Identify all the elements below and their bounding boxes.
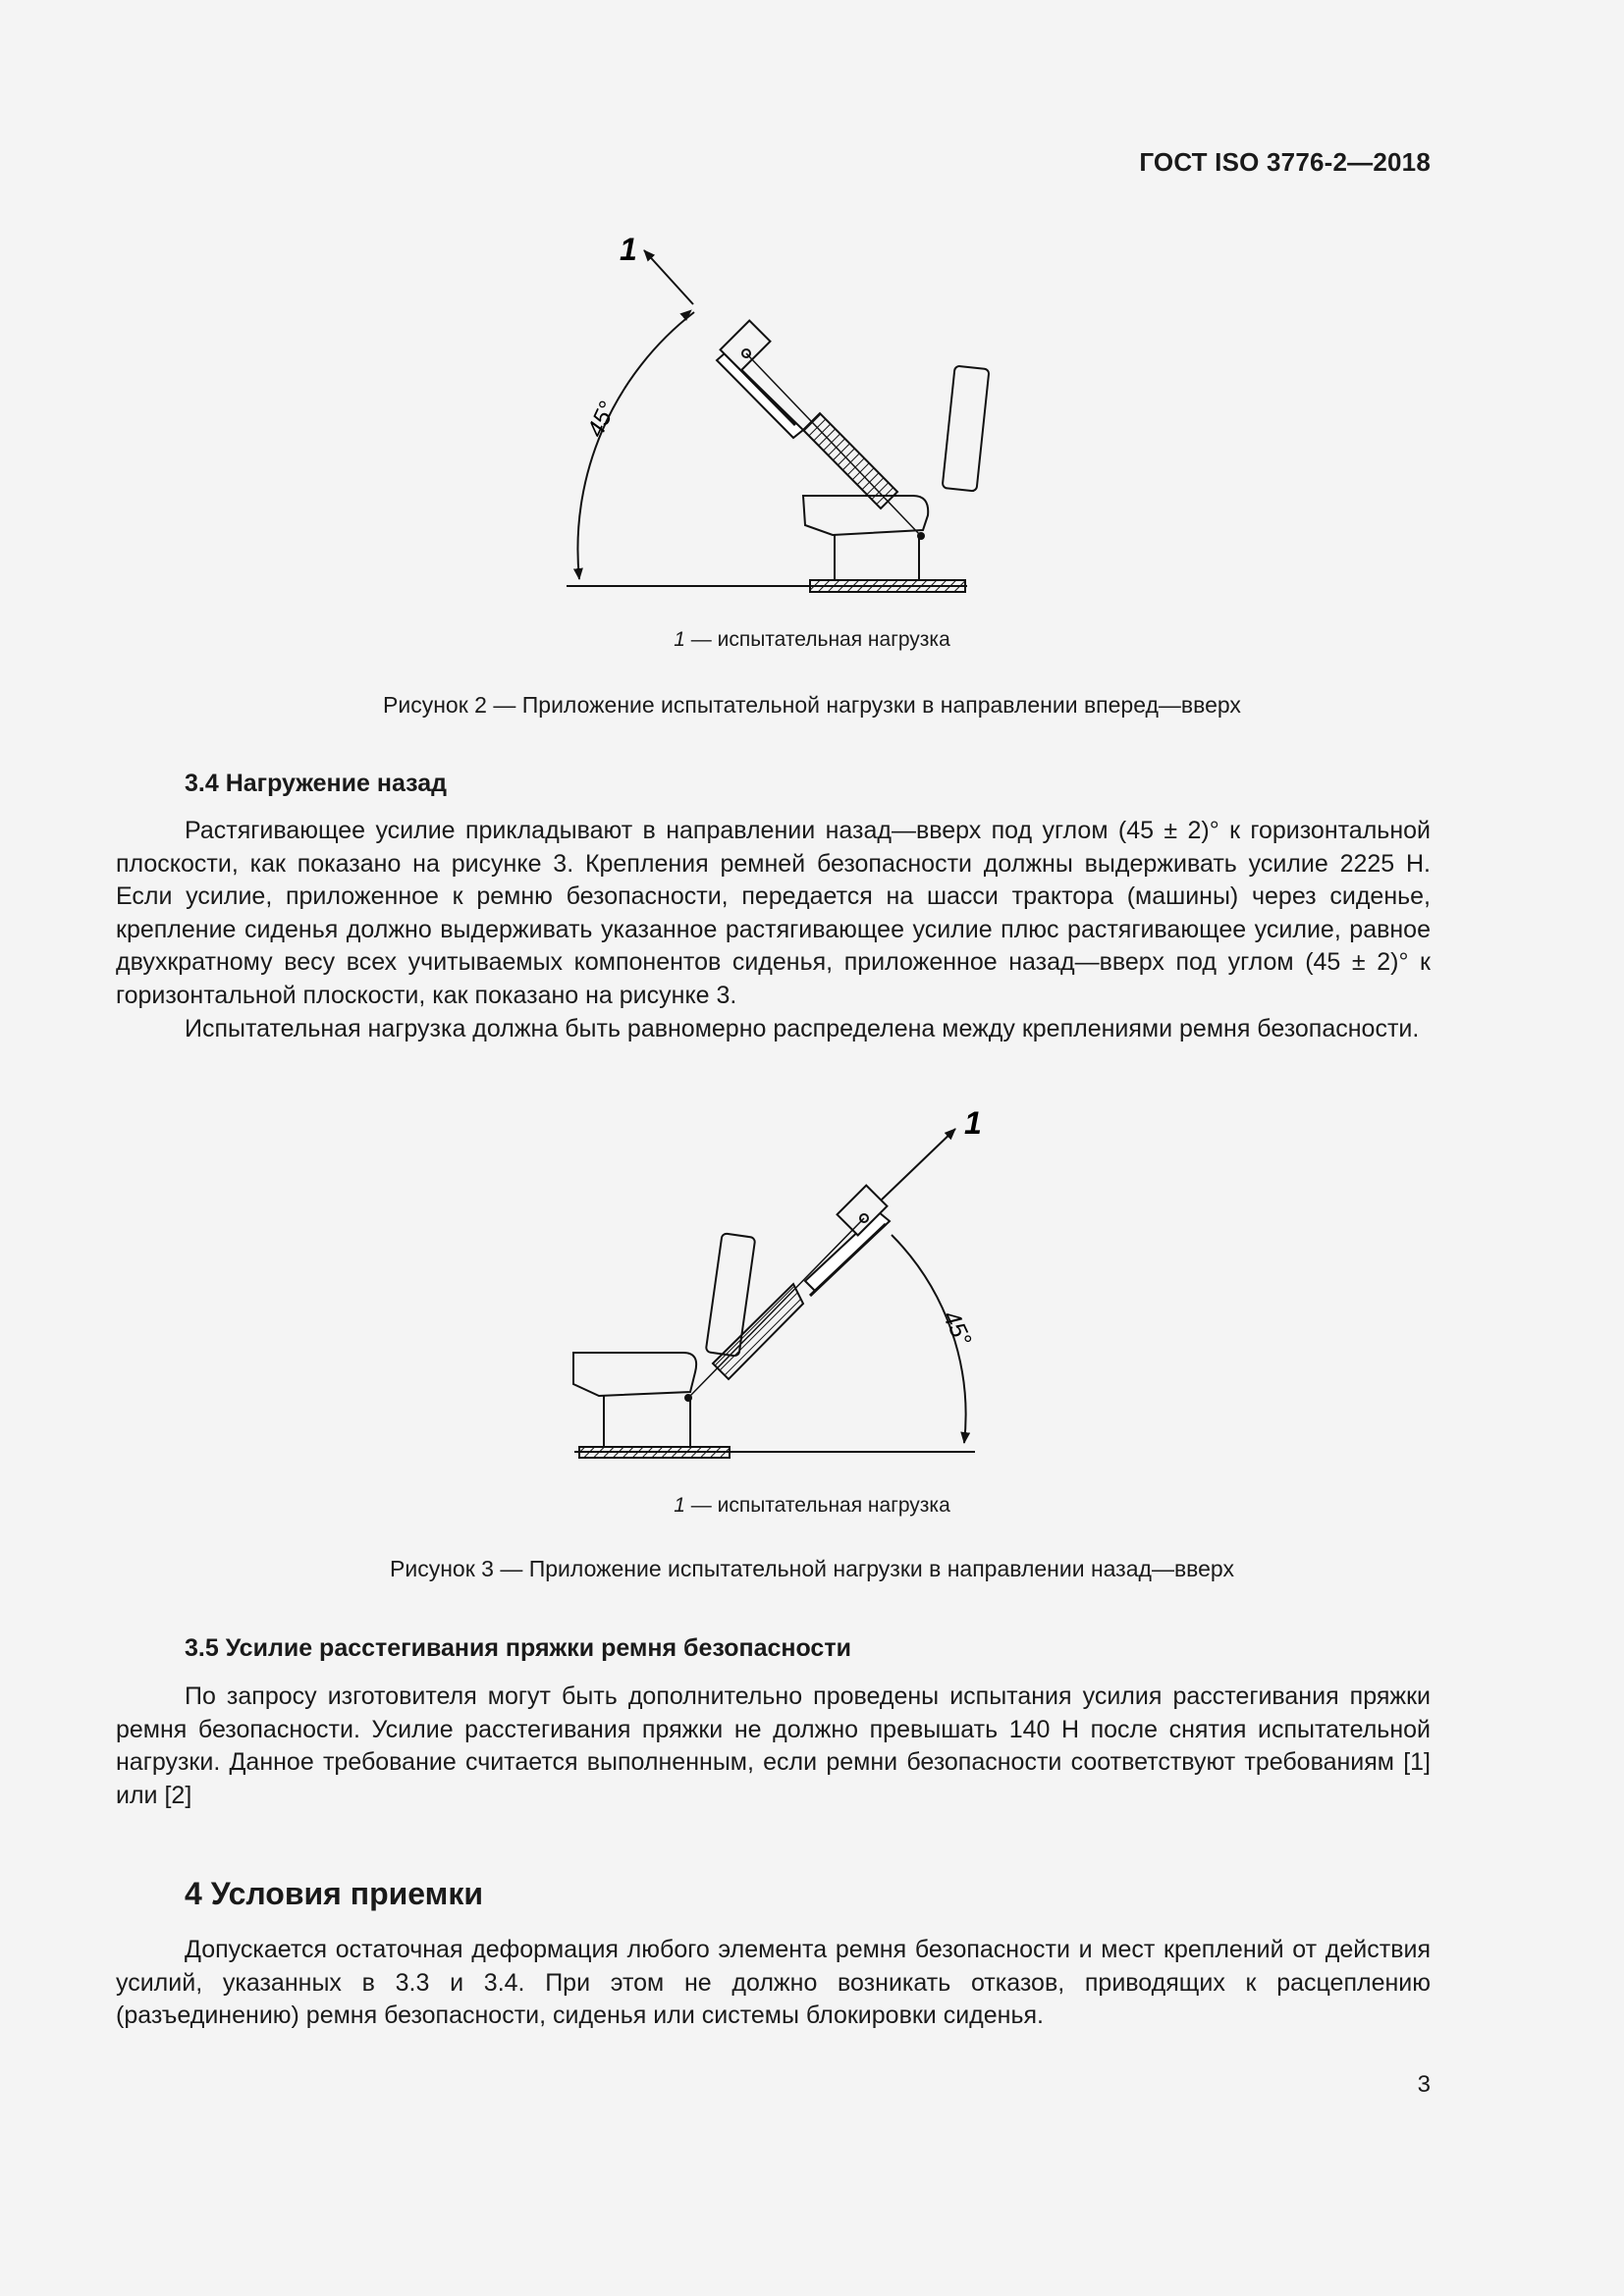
paragraph: По запросу изготовителя могут быть дополнительно проведены испытания усилия расстегивания пряжки ремня безопасности. Усилие расстегивания пряжки не должно превышать 140 Н после снятия испытательной нагрузки. Данное требование считается выполненным, если ремни безопасности соответствуют требованиям [1] или [2] [116,1682,1431,1809]
angle-label: 45° [581,398,622,442]
section-3-5-body [116,1681,1431,1812]
figure-2-caption: Рисунок 2 — Приложение испытательной нагрузки в направлении вперед—вверх [383,692,1241,718]
callout-1: 1 [620,232,637,267]
load-arrow [644,250,693,304]
seat-cushion [803,496,928,535]
callout-1: 1 [964,1105,982,1141]
document-number: ГОСТ ISO 3776-2—2018 [1139,147,1431,177]
angle-arc [577,312,694,579]
figure-3-diagram [560,1090,1011,1482]
figure-2-legend: 1 — испытательная нагрузка [674,628,950,651]
section-4-body [116,1934,1431,2033]
angle-label: 45° [937,1307,977,1351]
section-4-title: 4 Условия приемки [185,1876,484,1911]
figure-3-legend: 1 — испытательная нагрузка [674,1494,950,1517]
section-3-4-title: 3.4 Нагружение назад [185,770,448,797]
seat-backrest [943,366,990,492]
floor-base [810,580,965,592]
section-3-4-body [116,815,1431,1045]
floor-base [579,1447,730,1458]
load-arrow [882,1129,955,1200]
seat-cushion [573,1353,696,1396]
belt-buckle-strap [717,353,803,438]
paragraph: Допускается остаточная деформация любого элемента ремня безопасности и мест креплений от действия усилий, указанных в 3.3 и 3.4. При этом не должно возникать отказов, приводящих к расцеплению (разъединению) ремня безопасности, сиденья или системы блокировки сиденья. [116,1936,1431,2030]
paragraph: Растягивающее усилие прикладывают в направлении назад—вверх под углом (45 ± 2)° к горизонтальной плоскости, как показано на рисунке 3. Крепления ремней безопасности должны выдерживать усилие 2225 Н. Если усилие, приложенное к ремню безопасности, передается на шасси трактора (машины) через сиденье, крепление сиденья должно выдерживать указанное растягивающее усилие плюс растягивающее усилие, равное двухкратному весу всех учитываемых компонентов сиденья, приложенное назад—вверх под углом (45 ± 2)° к горизонтальной плоскости, как показано на рисунке 3. [116,817,1431,1009]
figure-2-diagram [550,216,1001,609]
figure-3-caption: Рисунок 3 — Приложение испытательной нагрузки в направлении назад—вверх [390,1556,1234,1581]
section-3-5-title: 3.5 Усилие расстегивания пряжки ремня безопасности [185,1634,851,1662]
paragraph: Испытательная нагрузка должна быть равномерно распределена между креплениями ремня безопасности. [185,1014,1420,1042]
page-number: 3 [1417,2071,1431,2098]
